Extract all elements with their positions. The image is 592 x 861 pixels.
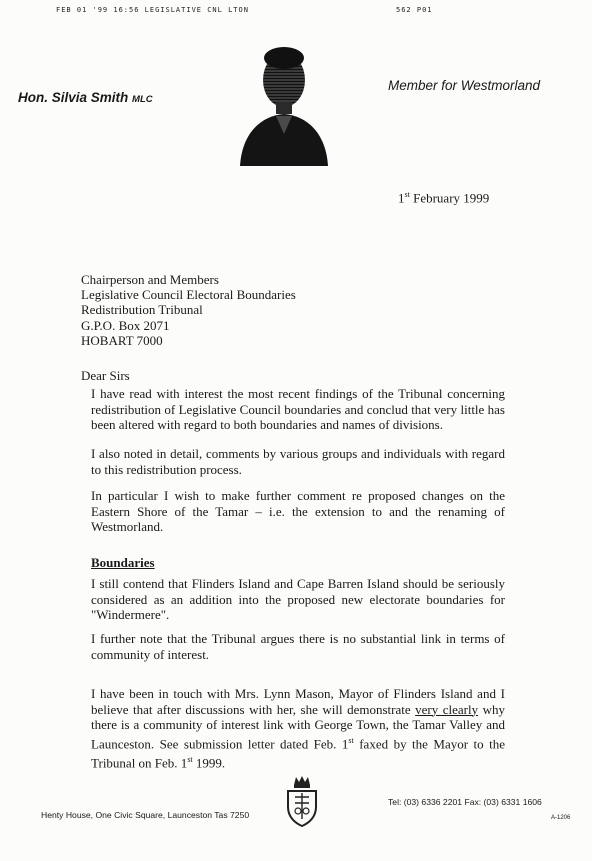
paragraph-6: [91, 686, 505, 771]
p6-text-c: faxed by the Mayor to the Tribunal on Feb. 1: [91, 736, 505, 771]
member-for: Member for Westmorland: [388, 78, 541, 93]
fax-header-right: 562 P01: [396, 6, 433, 14]
footer-contact: Tel: (03) 6336 2201 Fax: (03) 6331 1606: [388, 797, 542, 807]
p6-text-d: 1999.: [192, 755, 226, 771]
address-line: Chairperson and Members: [81, 272, 219, 287]
p6-text-b: why there is a community of interest link with George Town, the Tamar Valley and Launceston. See submission letter dated Feb. 1: [91, 701, 505, 752]
member-name: [18, 90, 153, 105]
p6-ordinal-2: st: [187, 754, 193, 764]
date-ordinal: st: [404, 190, 410, 199]
address-line: Redistribution Tribunal: [81, 302, 203, 318]
portrait-image: [236, 42, 332, 166]
document-code: A-1206: [551, 815, 571, 821]
address-line: Legislative Council Electoral Boundaries: [81, 287, 296, 303]
date-day: 1: [398, 190, 405, 206]
section-heading: Boundaries: [91, 555, 155, 570]
member-name-text: Hon. Silvia Smith: [18, 90, 129, 105]
p6-text-a: I have been in touch with Mrs. Lynn Mason, Mayor of Flinders Island and I believe that after discussions with her, she will demonstrate: [91, 686, 505, 717]
paragraph-1: I have read with interest the most recent findings of the Tribunal concerning redistribution of Legislative Council boundaries and conclud that very little has been altered with regard to both boundaries and names of divisions.: [91, 386, 505, 433]
footer-address: Henty House, One Civic Square, Launceston Tas 7250: [41, 810, 250, 820]
paragraph-2: I also noted in detail, comments by various groups and individuals with regard to this redistribution process.: [91, 446, 505, 477]
date-rest: February 1999: [409, 190, 490, 206]
address-line: HOBART 7000: [81, 332, 163, 348]
member-suffix: MLC: [132, 94, 153, 105]
p6-underlined: very clearly: [415, 701, 479, 717]
crest-emblem: [282, 775, 322, 827]
paragraph-3: In particular I wish to make further comment re proposed changes on the Eastern Shore of the Tamar – i.e. the extension to and the renaming of Westmorland.: [91, 488, 505, 535]
recipient-address: [81, 272, 296, 348]
letter-date: [398, 190, 489, 206]
fax-header-left: FEB 01 '99 16:56 LEGISLATIVE CNL LTON: [56, 6, 249, 14]
address-line: G.P.O. Box 2071: [81, 317, 170, 333]
paragraph-5: I further note that the Tribunal argues there is no substantial link in terms of community of interest.: [91, 631, 505, 662]
paragraph-4: I still contend that Flinders Island and Cape Barren Island should be seriously considered as an addition into the proposed new electorate boundaries for "Windermere".: [91, 576, 505, 623]
p6-ordinal-1: st: [348, 735, 354, 745]
salutation: Dear Sirs: [81, 368, 130, 383]
